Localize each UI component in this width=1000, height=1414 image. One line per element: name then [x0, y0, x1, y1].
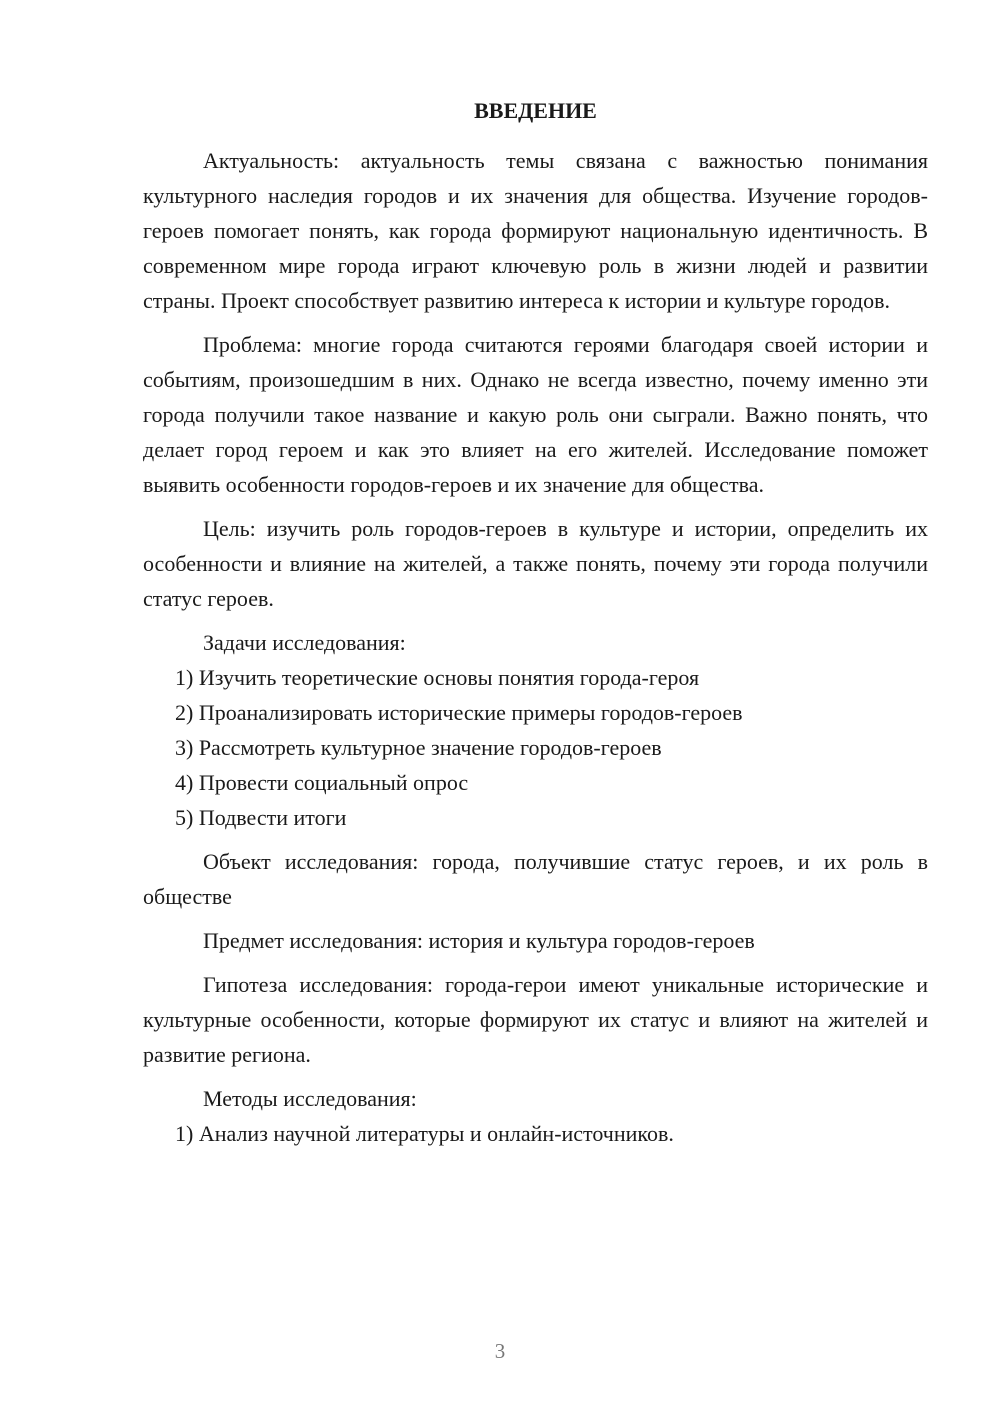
list-item: 5) Подвести итоги	[175, 805, 347, 830]
methods-list	[143, 1116, 928, 1151]
page-number: 3	[494, 1339, 506, 1363]
tasks-list	[143, 660, 928, 835]
section-title: ВВЕДЕНИЕ	[474, 98, 597, 123]
list-item: 2) Проанализировать исторические примеры городов-героев	[175, 700, 743, 725]
methods-heading: Методы исследования:	[203, 1086, 417, 1111]
problem-paragraph: Проблема: многие города считаются героями благодаря своей истории и событиям, произошедшим в них. Однако не всегда известно, почему именно эти города получили такое название и какую роль они сыграли. Важно понять, что делает город героем и как это влияет на его жителей. Исследование поможет выявить особенности городов-героев и их значение для общества.	[143, 332, 928, 497]
hypothesis-paragraph: Гипотеза исследования: города-герои имеют уникальные исторические и культурные особенности, которые формируют их статус и влияют на жителей и развитие региона.	[143, 972, 928, 1067]
list-item: 3) Рассмотреть культурное значение городов-героев	[175, 735, 662, 760]
list-item: 1) Анализ научной литературы и онлайн-источников.	[175, 1121, 674, 1146]
object-paragraph: Объект исследования: города, получившие статус героев, и их роль в обществе	[143, 849, 928, 909]
list-item: 4) Провести социальный опрос	[175, 770, 469, 795]
tasks-heading: Задачи исследования:	[203, 630, 406, 655]
goal-paragraph: Цель: изучить роль городов-героев в культуре и истории, определить их особенности и влияние на жителей, а также понять, почему эти города получили статус героев.	[143, 516, 928, 611]
subject-paragraph: Предмет исследования: история и культура городов-героев	[203, 928, 755, 953]
page-content	[143, 95, 928, 1151]
relevance-paragraph: Актуальность: актуальность темы связана с важностью понимания культурного наследия городов и их значения для общества. Изучение городов-героев помогает понять, как города формируют национальную идентичность. В современном мире города играют ключевую роль в жизни людей и развитии страны. Проект способствует развитию интереса к истории и культуре городов.	[143, 148, 928, 313]
list-item: 1) Изучить теоретические основы понятия города-героя	[175, 665, 700, 690]
